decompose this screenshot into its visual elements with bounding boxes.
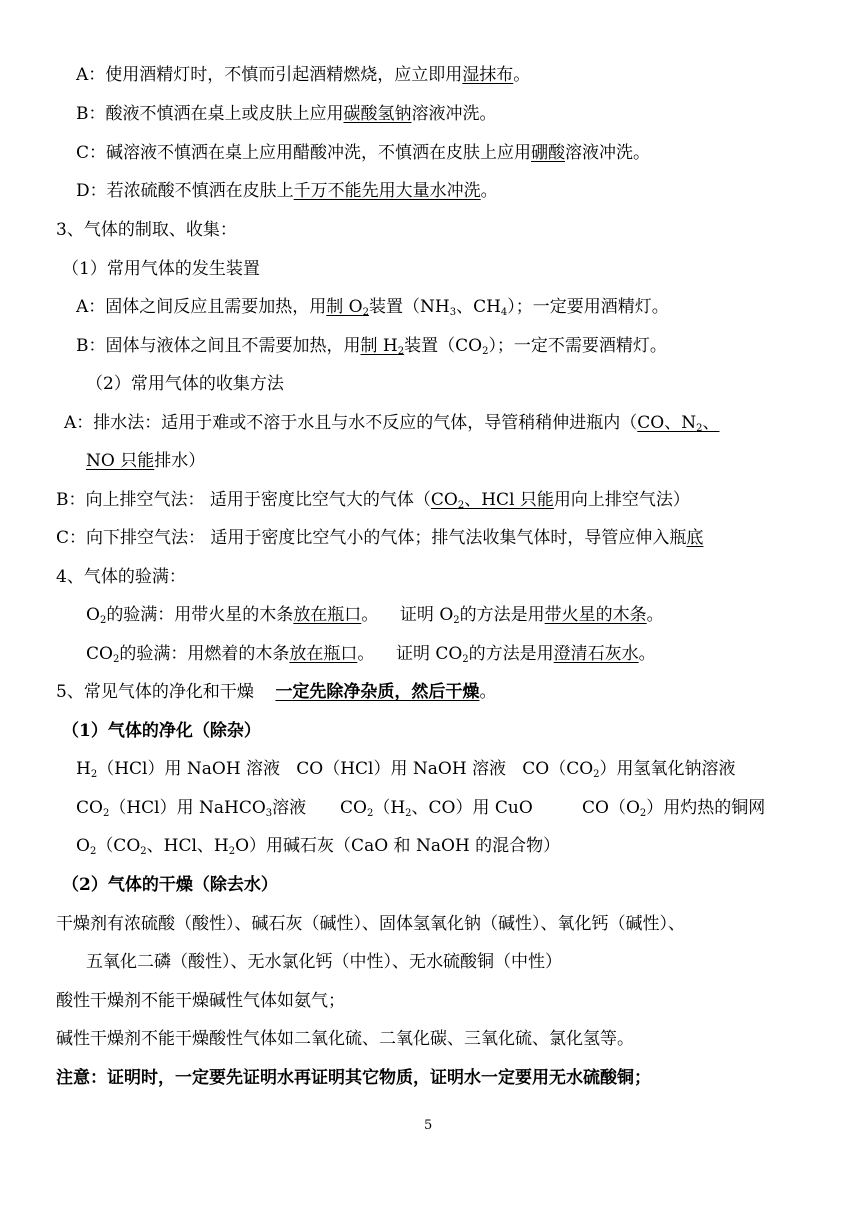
subsection-generation-apparatus: （1）常用气体的发生装置 xyxy=(62,259,260,279)
line-purify-1: $H_2(HCl)$用 NaOH 溶液 CO（HCl）用 NaOH 溶液 $CO(CO_2)$用氢氧化钠溶液 xyxy=(76,759,736,780)
line-basic-desiccant: 碱性干燥剂不能干燥酸性气体如二氧化硫、二氧化碳、三氧化硫、氯化氢等。 xyxy=(56,1029,634,1049)
line-upward-air: B：向上排空气法： 适用于密度比空气大的气体（$CO_2$、HCl 只能用向上排空气法） xyxy=(56,490,690,511)
line-a-alcohol-fire: A：使用酒精灯时，不慎而引起酒精燃烧，应立即用湿抹布。 xyxy=(76,65,531,85)
subsection-collection-methods: （2）常用气体的收集方法 xyxy=(86,374,284,394)
line-solid-liquid: B：固体与液体之间且不需要加热，用制 $H_2$装置$(CO_2)$；一定不需要酒精灯。 xyxy=(76,336,667,357)
line-d-sulfuric-acid: D：若浓硫酸不慎洒在皮肤上千万不能先用大量水冲洗。 xyxy=(76,181,498,201)
line-downward-air: C：向下排空气法： 适用于密度比空气小的气体；排气法收集气体时，导管应伸入瓶底 xyxy=(56,528,704,548)
line-acidic-desiccant: 酸性干燥剂不能干燥碱性气体如氨气； xyxy=(56,991,345,1011)
line-note: 注意：证明时，一定要先证明水再证明其它物质，证明水一定要用无水硫酸铜； xyxy=(56,1068,651,1088)
section-5-heading: 5、常见气体的净化和干燥 一定先除净杂质，然后干燥。 xyxy=(56,682,497,702)
line-desiccants-cont: 五氧化二磷（酸性）、无水氯化钙（中性）、无水硫酸铜（中性） xyxy=(86,952,562,972)
line-co2-check: $CO_2$的验满：用燃着的木条放在瓶口。 证明 $CO_2$的方法是用澄清石灰水。 xyxy=(86,644,656,665)
line-c-alkali-spill: C：碱溶液不慎洒在桌上应用醋酸冲洗，不慎洒在皮肤上应用硼酸溶液冲洗。 xyxy=(76,143,651,163)
line-purify-2c: $CO(O_2)$用灼热的铜网 xyxy=(582,798,766,819)
page-number: 5 xyxy=(424,1118,433,1133)
subsection-purification: （1）气体的净化（除杂） xyxy=(62,721,261,741)
line-water-displacement: A：排水法：适用于难或不溶于水且与水不反应的气体，导管稍稍伸进瓶内（CO、$N_2$、 xyxy=(64,413,720,434)
line-desiccants: 干燥剂有浓硫酸（酸性）、碱石灰（碱性）、固体氢氧化钠（碱性）、氧化钙（碱性）、 xyxy=(56,914,685,934)
line-purify-2b: $CO_2(H_2$、CO）用 CuO xyxy=(340,798,533,819)
line-purify-3: $O_2(CO_2$、HCl、$H_2O$）用碱石灰（CaO 和 NaOH 的混合物） xyxy=(76,836,561,857)
line-o2-check: $O_2$的验满：用带火星的木条放在瓶口。 证明 $O_2$的方法是用带火星的木条。 xyxy=(86,605,664,626)
line-purify-2: $CO_2(HCl)$用 NaHCO$_3$溶液 xyxy=(76,798,307,819)
line-solid-heating: A：固体之间反应且需要加热，用制 $O_2$装置（$NH_3$、$CH_4$）；一定要用酒精灯。 xyxy=(76,297,669,318)
subsection-drying: （2）气体的干燥（除去水） xyxy=(62,875,278,895)
line-water-displacement-cont: NO 只能排水） xyxy=(86,451,206,471)
section-4-heading: 4、气体的验满： xyxy=(56,567,186,587)
line-b-acid-spill: B：酸液不慎洒在桌上或皮肤上应用碳酸氢钠溶液冲洗。 xyxy=(76,104,497,124)
section-3-heading: 3、气体的制取、收集： xyxy=(56,220,237,240)
